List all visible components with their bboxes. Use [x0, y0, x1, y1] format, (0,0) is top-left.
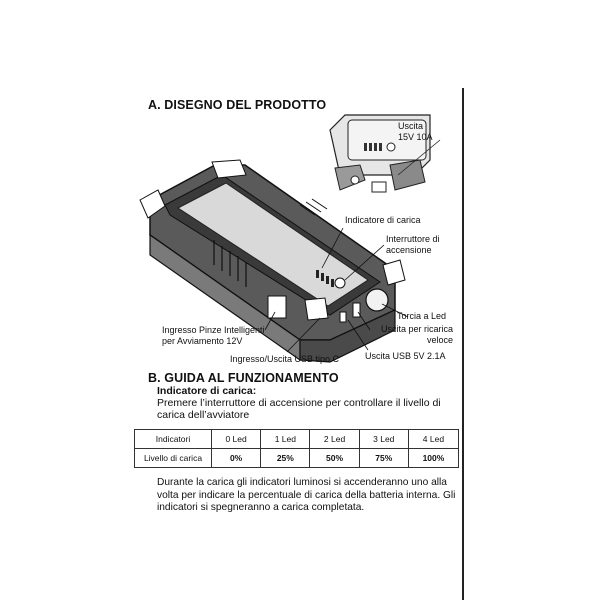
table-row	[135, 430, 459, 449]
callout-pinze: Ingresso Pinze Intelligenti per Avviamento 12V	[162, 325, 265, 346]
table-cell: 50%	[310, 449, 359, 468]
charging-paragraph: Durante la carica gli indicatori luminosi si accenderanno uno alla volta per indicare la percentuale di carica della batteria interna. Gli indicatori si spegneranno a carica completata.	[157, 477, 456, 513]
table-cell: 1 Led	[261, 430, 310, 449]
table-cell: 0 Led	[212, 430, 261, 449]
table-cell: 0%	[212, 449, 261, 468]
table-cell: 3 Led	[359, 430, 408, 449]
section-b-subtitle: Indicatore di carica:	[157, 385, 257, 397]
callout-interruttore: Interruttore di accensione	[386, 234, 440, 255]
charge-level-table	[134, 429, 459, 468]
section-b-intro: Premere l’interruttore di accensione per controllare il livello di carica dell’avviatore	[157, 397, 441, 421]
table-cell: 4 Led	[408, 430, 458, 449]
table-cell: Livello di carica	[135, 449, 212, 468]
section-b-title: B. GUIDA AL FUNZIONAMENTO	[148, 371, 339, 385]
callout-usb-c: Ingresso/Uscita USB tipo C	[230, 354, 340, 364]
table-cell: 100%	[408, 449, 458, 468]
callout-usb-5v: Uscita USB 5V 2.1A	[365, 351, 446, 361]
section-a-title: A. DISEGNO DEL PRODOTTO	[148, 98, 327, 112]
callout-uscita-15v: Uscita 15V 10A	[398, 121, 433, 142]
table-row	[135, 449, 459, 468]
table-cell: Indicatori	[135, 430, 212, 449]
table-cell: 2 Led	[310, 430, 359, 449]
table-cell: 25%	[261, 449, 310, 468]
callout-uscita-ricarica-veloce: Uscita per ricarica veloce	[381, 324, 454, 345]
callout-torcia: Torcia a Led	[397, 311, 447, 321]
callout-indicatore-carica: Indicatore di carica	[345, 215, 421, 225]
table-cell: 75%	[359, 449, 408, 468]
